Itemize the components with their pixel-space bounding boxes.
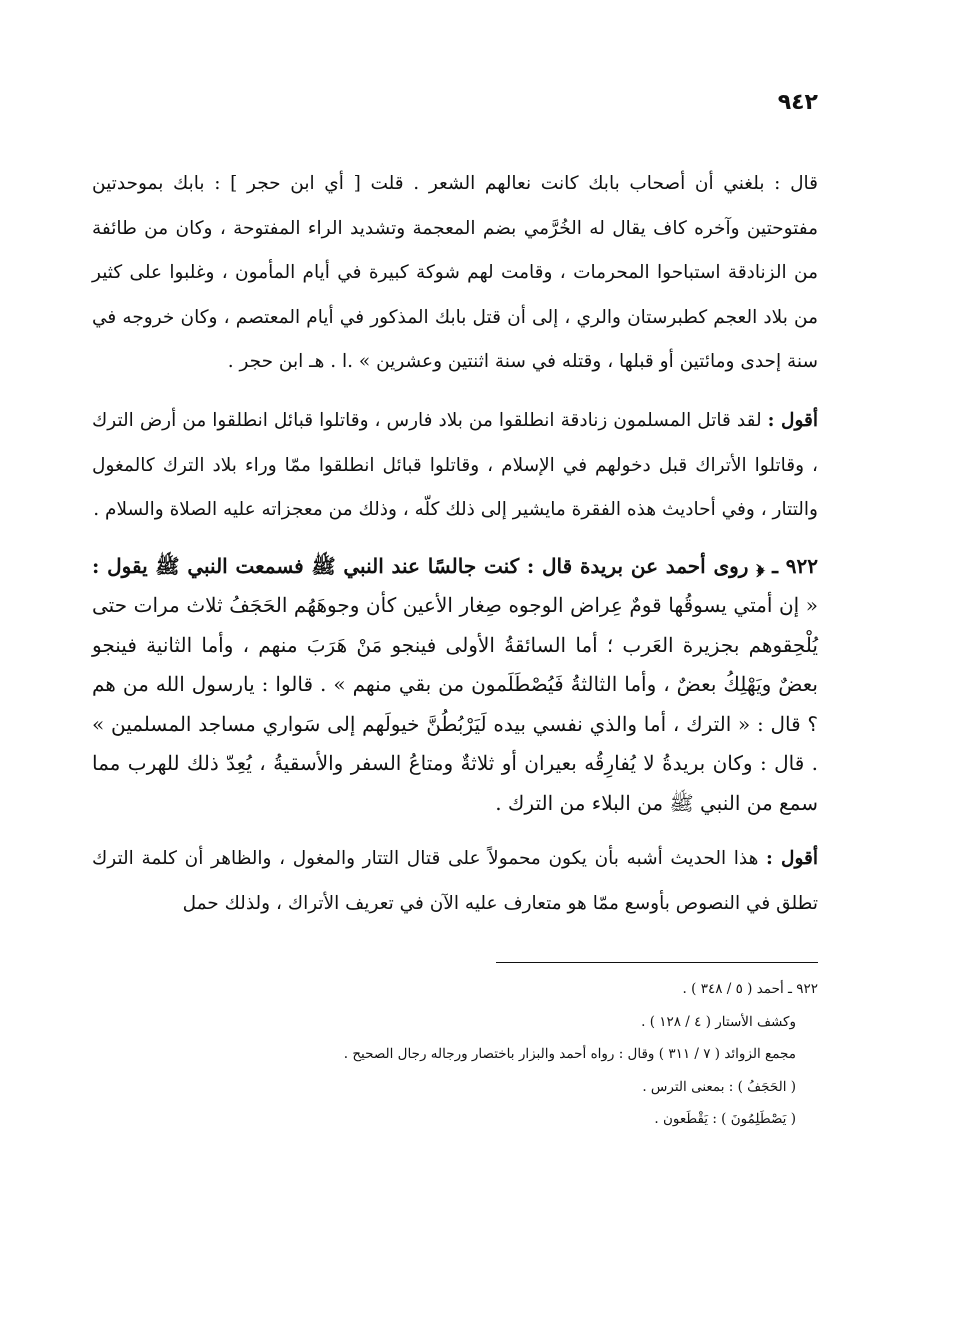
- footnote-divider: [496, 962, 818, 963]
- hadith-text: « إن أمتي يسوقُها قومٌ عِراض الوجوه صِغار الأعين كأن وجوهَهُم الحَجَفُ ثلاث مرات حتى يُلْحِقوهم بجزيرة العَرب ؛ أما السائقةُ الأولى فينجو مَنْ هَرَبَ منهم ، وأما الثانية فينجو بعضٌ ويَهْلِكُ بعضٌ ، وأما الثالثةُ فَيُصْطَلَمون من بقي منهم » . قالوا : يارسول الله من هم ؟ قال : « الترك ، أما والذي نفسي بيده لَيَرْبُطُنَّ خيولَهم إلى سَواري مساجد المسلمين » . قال : وكان بريدةُ لا يُفارِقُه بعيران أو ثلاثةٌ ومتاعُ السفر والأسقيةُ ، يُعِدّ ذلك للهرب مما سمع من النبي ﷺ من البلاء من الترك .: [92, 593, 818, 815]
- footnote-line: وكشف الأستار ( ٤ / ١٢٨ ) .: [641, 1013, 796, 1030]
- paragraph-lead: أقول :: [767, 409, 818, 431]
- footnote-line: ( يَصْطَلِمُونَ ) : يَقْطَعون .: [654, 1111, 796, 1128]
- paragraph-text: هذا الحديث أشبه بأن يكون محمولاً على قتال التتار والمغول ، والظاهر أن كلمة الترك تطلق في النصوص بأوسع ممّا هو متعارف عليه الآن في تعريف الأتراك ، ولذلك حمل: [92, 848, 818, 914]
- hadith-label: ٩٢٢ ـ ﴿ روى أحمد عن بريدة قال : كنت جالسًا عند النبي ﷺ فسمعت النبي ﷺ يقول :: [92, 553, 818, 578]
- document-page: [92, 88, 818, 1136]
- paragraph-lead: أقول :: [765, 848, 818, 870]
- paragraph-text: قال : بلغني أن أصحاب بابك كانت نعالهم الشعر . قلت [ أي ابن حجر ] : بابك بموحدتين مفتوحتين وآخره كاف يقال له الخُرَّمي بضم المعجمة وتشديد الراء المفتوحة ، وكان من طائفة من الزنادقة استباحوا المحرمات ، وقامت لهم شوكة كبيرة في أيام المأمون ، وغلبوا على كثير من بلاد العجم كطبرستان والري ، إلى أن قتل بابك المذكور في أيام المعتصم ، وكان خروجه في سنة إحدى ومائتين أو قبلها ، وقتله في سنة اثنتين وعشرين » .ا . هـ ابن حجر .: [92, 173, 818, 373]
- footnotes: [92, 973, 818, 1136]
- paragraph-text: لقد قاتل المسلمون زنادقة انطلقوا من بلاد فارس ، وقاتلوا قبائل انطلقوا من أرض الترك ، وقاتلوا الأتراك قبل دخولهم في الإسلام ، وقاتلوا قبائل انطلقوا ممّا وراء بلاد الترك كالمغول والتتار ، وفي أحاديث هذه الفقرة مايشير إلى ذلك كلّه ، وذلك من معجزاته عليه الصلاة والسلام .: [92, 409, 818, 521]
- hadith-922: [92, 547, 818, 824]
- paragraph-babak: [92, 162, 818, 385]
- page-number: ٩٤٢: [777, 90, 818, 115]
- paragraph-closing: [92, 837, 818, 926]
- paragraph-commentary: [92, 399, 818, 533]
- footnote-line: ٩٢٢ ـ أحمد ( ٥ / ٣٤٨ ) .: [682, 981, 818, 998]
- footnote-line: ( الحَجَفُ ) : بمعنى الترس .: [642, 1078, 796, 1095]
- footnote-line: مجمع الزوائد ( ٧ / ٣١١ ) وقال : رواه أحمد والبزار باختصار ورجاله رجال الصحيح .: [343, 1046, 796, 1063]
